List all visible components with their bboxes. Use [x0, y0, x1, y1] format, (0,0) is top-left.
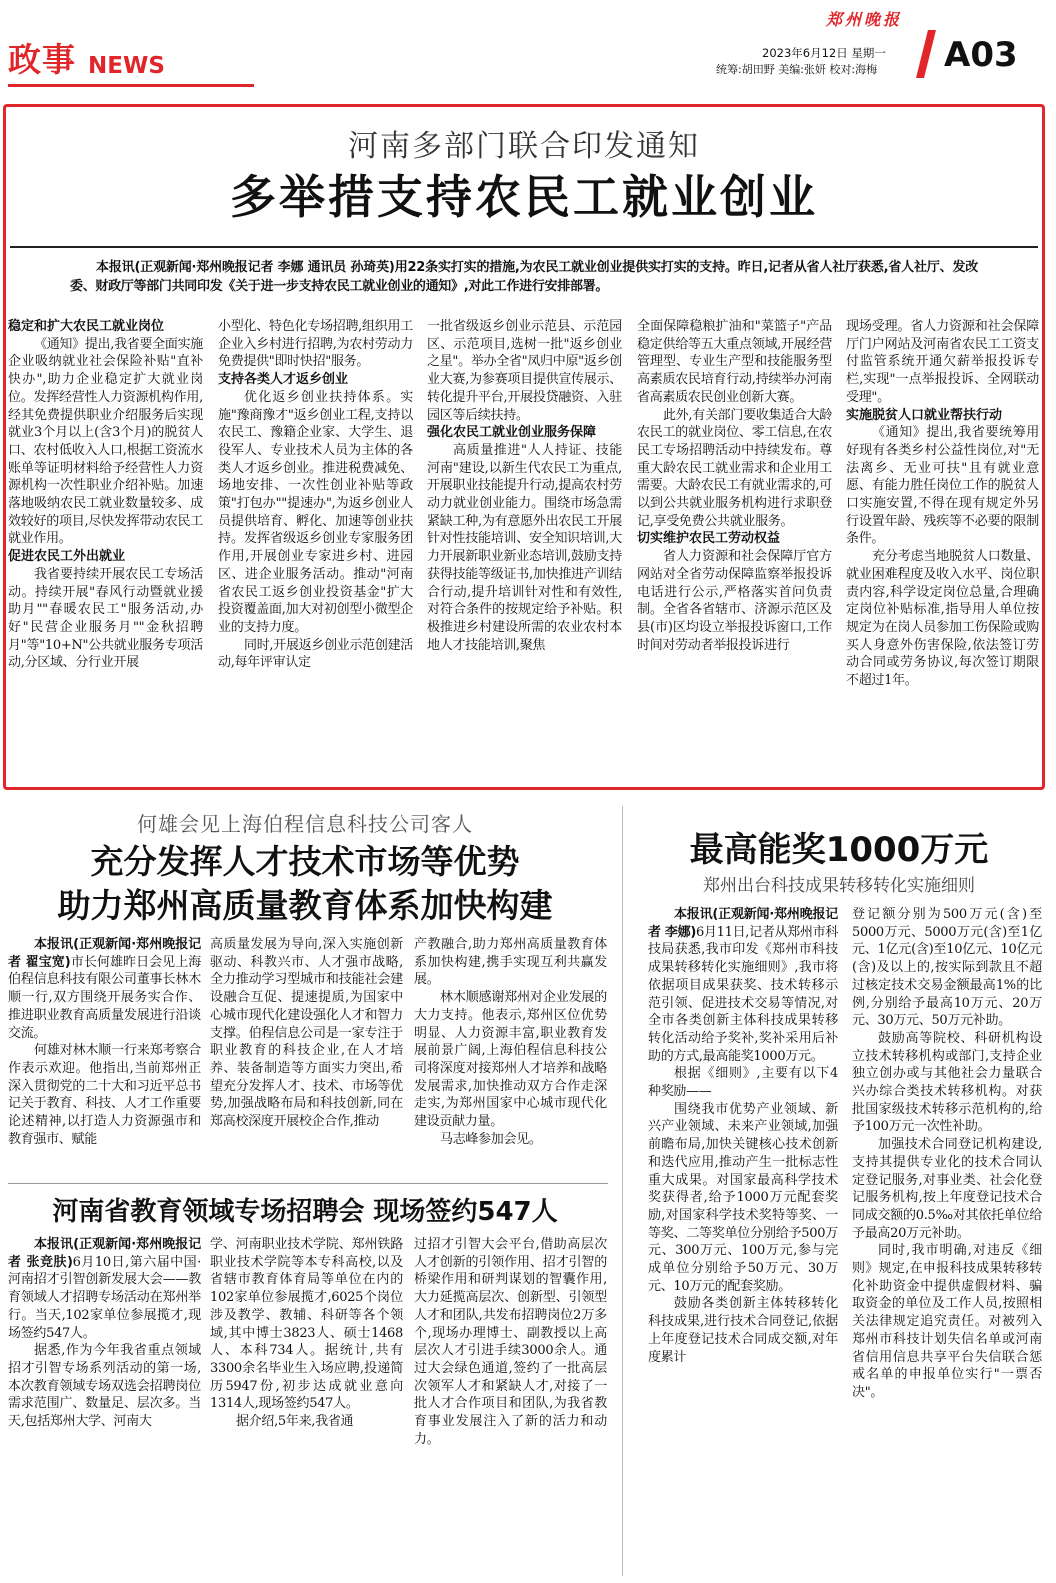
paragraph: 小型化、特色化专场招聘,组织用工企业入乡村进行招聘,为农村劳动力免费提供"即时快招"服务。	[218, 319, 413, 370]
article3-rule	[8, 1183, 608, 1184]
paragraph: 林木顺感谢郑州对企业发展的大力支持。他表示,郑州区位优势明显、人力资源丰富,职业教育发展前景广阔,上海伯程信息科技公司将深度对接郑州人才培养和战略发展需求,加快推动双方合作走深走实,为郑州国家中心城市现代化建设贡献力量。	[414, 990, 607, 1130]
paragraph: 登记额分别为500万元(含)至5000万元、5000万元(含)至1亿元、1亿元(含)至10亿元、10亿元(含)及以上的,按实际到款且不超过核定技术交易金额最高1%的比例,分别给予最高10万元、20万元、30万元、50万元补助。	[852, 907, 1042, 1029]
paragraph: 同时,开展返乡创业示范创建活动,每年评审认定	[218, 637, 413, 671]
byline: 本报讯(正观新闻·郑州晚报记者 翟宝宽)	[8, 937, 201, 970]
article2-headline-line1: 充分发挥人才技术市场等优势	[90, 842, 520, 881]
paragraph: 鼓励高等院校、科研机构设立技术转移机构或部门,支持企业独立创办或与其他社会力量联合兴办综合类技术转移机构。对获批国家级技术转移示范机构的,给予100万元一次性补助。	[852, 1030, 1042, 1135]
paragraph: 产教融合,助力郑州高质量教育体系加快构建,携手实现互利共赢发展。	[414, 937, 607, 988]
paragraph: 据悉,作为今年我省重点领域招才引智专场系列活动的第一场,本次教育领域专场双选会招聘岗位需求范围广、数量足、层次多。当天,包括郑州大学、河南大	[8, 1343, 201, 1430]
article1-col1	[8, 318, 203, 672]
article3-headline: 河南省教育领域专场招聘会 现场签约547人	[52, 1197, 558, 1227]
paragraph: 全面保障稳粮扩油和"菜篮子"产品稳定供给等五大重点领域,开展经营管理型、专业生产型和技能服务型高素质农民培育行动,持续举办河南省高素质农民创业创新大赛。	[637, 319, 832, 405]
article1-col3	[427, 318, 622, 654]
paragraph: 同时,我市明确,对违反《细则》规定,在申报科技成果转移转化补助资金中提供虚假材料、骗取资金的单位及工作人员,按照相关法律规定追究责任。对被列入郑州市科技计划失信名单或河南省信用信息共享平台失信联合惩戒名单的申报单位实行"一票否决"。	[852, 1243, 1042, 1400]
paragraph: 本报讯(正观新闻·郑州晚报记者 翟宝宽)市长何雄昨日会见上海伯程信息科技有限公司董事长林木顺一行,双方围绕开展务实合作、推进职业教育高质量发展进行沿谈交流。	[8, 937, 201, 1041]
paragraph: 本报讯(正观新闻·郑州晚报记者 张竞肤)6月10日,第六届中国·河南招才引智创新发展大会——教育领域人才招聘专场活动在郑州举行。当天,102家单位参展揽才,现场签约547人。	[8, 1237, 201, 1341]
article1-rule	[10, 246, 1038, 248]
article1-kicker: 河南多部门联合印发通知	[348, 129, 700, 164]
paragraph: 高质量发展为导向,深入实施创新驱动、科教兴市、人才强市战略,全力推动学习型城市和技能社会建设融合互促、提速提质,为国家中心城市现代化建设强化人才和智力支撑。伯程信息公司是一家专注于职业教育的科技企业,在人才培养、装备制造等方面实力突出,希望充分发挥人才、技术、市场等优势,加强战略布局和科技创新,同在郑高校深度开展校企合作,推动	[210, 937, 403, 1130]
article2-col2	[210, 936, 403, 1131]
article1-headline: 多举措支持农民工就业创业	[230, 170, 818, 224]
section-title-en: NEWS	[88, 53, 165, 79]
article1-col2	[218, 318, 413, 672]
paragraph: 加强技术合同登记机构建设,支持其提供专业化的技术合同认定登记服务,对事业类、社会化登记服务机构,按上年度登记技术合同成交额的0.5‰对其依托单位给予最高20万元补助。	[852, 1137, 1042, 1241]
staff-credits: 统筹:胡田野 美编:张妍 校对:海梅	[716, 63, 878, 76]
subheading: 促进农民工外出就业	[8, 549, 126, 565]
paragraph: 何雄对林木顺一行来郑考察合作表示欢迎。他指出,当前郑州正深入贯彻党的二十大和习近平总书记关于教育、科技、人才工作重要论述精神,以打造人力资源强市和教育强市、赋能	[8, 1043, 201, 1147]
article4-subhead: 郑州出台科技成果转移转化实施细则	[703, 876, 975, 896]
article2-kicker: 何雄会见上海伯程信息科技公司客人	[137, 812, 473, 836]
article1-col4	[637, 318, 832, 654]
newspaper-logo: 郑州晚报	[826, 10, 903, 29]
paragraph: 我省要持续开展农民工专场活动。持续开展"春风行动暨就业援助月""春暖农民工"服务活动,办好"民营企业服务月""金秋招聘月"等"10+N"公共就业服务专项活动,分区域、分行业开展	[8, 566, 203, 671]
paragraph: 据介绍,5年来,我省通	[236, 1414, 354, 1430]
paragraph: 围绕我市优势产业领域、新兴产业领域、未来产业领域,加强前瞻布局,加快关键核心技术创新和迭代应用,推动产生一批标志性重大成果。对国家最高科学技术奖获得者,给予1000万元配套奖励,对国家科学技术奖特等奖、一等奖、二等奖单位分别给予500万元、300万元、100万元,参与完成单位分别给予50万元、30万元、10万元的配套奖励。	[648, 1101, 838, 1294]
paragraph: 根据《细则》,主要有以下4种奖励——	[648, 1066, 838, 1100]
subheading: 实施脱贫人口就业帮扶行动	[846, 407, 1003, 423]
article4-headline: 最高能奖1000万元	[689, 830, 989, 870]
column-divider	[622, 806, 623, 1576]
article2-col1	[8, 936, 201, 1148]
paragraph: 优化返乡创业扶持体系。实施"豫商豫才"返乡创业工程,支持以农民工、豫籍企业家、大学生、退役军人、专业技术人员为主体的各类人才返乡创业。推进税费减免、场地安排、一次性创业补贴等政策"打包办""提速办",为返乡创业人员提供培育、孵化、加速等创业扶持。发挥省级返乡创业专家服务团作用,开展创业专家进乡村、进园区、进企业服务活动。推动"河南省农民工返乡创业投资基金"扩大投资覆盖面,加大对初创型小微型企业的支持力度。	[218, 389, 413, 635]
issue-date: 2023年6月12日 星期一	[762, 46, 886, 60]
paragraph: 学、河南职业技术学院、郑州铁路职业技术学院等本专科高校,以及省辖市教育体育局等单位在内的102家单位参展揽才,6025个岗位涉及教学、教辅、科研等各个领域,其中博士3823人、硕士1468人、本科734人。据统计,共有3300余名毕业生入场应聘,投递简历5947份,初步达成就业意向1314人,现场签约547人。	[210, 1237, 403, 1412]
article1-col5	[846, 318, 1039, 690]
article3-col1	[8, 1236, 201, 1431]
article4-col1	[648, 906, 838, 1366]
page-number: A03	[944, 35, 1018, 75]
paragraph: 过招才引智大会平台,借助高层次人才创新的引领作用、招才引智的桥梁作用和研判谋划的智囊作用,大力延揽高层次、创新型、引领型人才和团队,共发布招聘岗位2万多个,现场办理博士、副教授以上高层次人才引进手续3000余人。通过大会绿色通道,签约了一批高层次领军人才和紧缺人才,对接了一批人才合作项目和团队,为我省教育事业发展注入了新的活力和动力。	[414, 1237, 607, 1447]
article1-lede: 本报讯(正观新闻·郑州晚报记者 李娜 通讯员 孙琦英)用22条实打实的措施,为农民工就业创业提供实打实的支持。昨日,记者从省人社厅获悉,省人社厅、发改委、财政厅等部门共同印发《关于进一步支持农民工就业创业的通知》,对此工作进行安排部署。	[70, 260, 978, 294]
paragraph: 一批省级返乡创业示范县、示范园区、示范项目,选树一批"返乡创业之星"。举办全省"凤归中原"返乡创业大赛,为参赛项目提供宣传展示、转化提升平台,开展投贷融资、入驻园区等后续扶持。	[427, 319, 622, 423]
article3-col3	[414, 1236, 607, 1448]
byline: 本报讯(正观新闻·郑州晚报记者 张竞肤)	[8, 1237, 201, 1270]
subheading: 强化农民工就业创业服务保障	[427, 425, 597, 441]
page-slash	[916, 30, 936, 78]
article2-col3	[414, 936, 607, 1148]
article2-headline-line2: 助力郑州高质量教育体系加快构建	[57, 886, 553, 925]
article3-col2	[210, 1236, 403, 1431]
section-underline	[8, 84, 254, 87]
paragraph: 马志峰参加会见。	[440, 1131, 542, 1147]
article4-col2	[852, 906, 1042, 1402]
paragraph: 现场受理。省人力资源和社会保障厅门户网站及河南省农民工工资支付监管系统开通欠薪举报投诉专栏,实现"一点举报投诉、全网联动受理"。	[846, 319, 1039, 405]
paragraph: 充分考虑当地脱贫人口数量、就业困难程度及收入水平、岗位职责内容,科学设定岗位总量,合理确定岗位补贴标准,指导用人单位按规定为在岗人员参加工伤保险或购买人身意外伤害保险,依法签订劳动合同或劳务协议,每次签订期限不超过1年。	[846, 549, 1039, 689]
paragraph: 本报讯(正观新闻·郑州晚报记者 李娜)6月11日,记者从郑州市科技局获悉,我市印发《郑州市科技成果转移转化实施细则》,我市将依据项目成果获奖、技术转移示范引领、促进技术交易等情况,对全市各类创新主体科技成果转移转化活动给予奖补,奖补采用后补助的方式,最高能奖1000万元。	[648, 907, 839, 1064]
paragraph: 省人力资源和社会保障厅官方网站对全省劳动保障监察举报投诉电话进行公示,严格落实首问负责制。全省各省辖市、济源示范区及县(市)区均设立举报投诉窗口,工作时间对劳动者举报投诉进行	[637, 549, 832, 653]
paragraph: 《通知》提出,我省要统筹用好现有各类乡村公益性岗位,对"无法离乡、无业可扶"且有就业意愿、有能力胜任岗位工作的脱贫人口实施安置,不得在现有规定外另行设置年龄、残疾等不必要的限制条件。	[846, 425, 1039, 547]
paragraph: 鼓励各类创新主体转移转化科技成果,进行技术合同登记,依据上年度登记技术合同成交额,对年度累计	[648, 1296, 838, 1365]
section-title: 政事	[8, 40, 76, 79]
subheading: 支持各类人才返乡创业	[218, 372, 349, 388]
paragraph: 高质量推进"人人持证、技能河南"建设,以新生代农民工为重点,开展职业技能提升行动,提高农村劳动力就业创业能力。围绕市场急需紧缺工种,为有意愿外出农民工开展针对性技能培训、安全知识培训,大力开展新职业新业态培训,鼓励支持获得技能等级证书,加快推进产训结合行动,提升培训针对性和有效性,对符合条件的按规定给予补贴。积极推进乡村建设所需的农业农村本地人才技能培训,聚焦	[427, 442, 622, 653]
paragraph: 《通知》提出,我省要全面实施企业吸纳就业社会保险补贴"直补快办",助力企业稳定扩大就业岗位。发挥经营性人力资源机构作用,经其免费提供职业介绍服务后实现就业3个月以上(含3个月)的脱贫人口、农村低收入人口,根据工资流水账单等证明材料给予经营性人力资源机构一次性职业介绍补贴。加速落地吸纳农民工就业数量较多、成效较好的项目,尽快发挥带动农民工就业作用。	[8, 336, 203, 547]
subheading: 稳定和扩大农民工就业岗位	[8, 319, 165, 334]
paragraph: 此外,有关部门要收集适合大龄农民工的就业岗位、零工信息,在农民工专场招聘活动中持续发布。尊重大龄农民工就业需求和企业用工需要。大龄农民工有就业需求的,可以到公共就业服务机构进行求职登记,享受免费公共就业服务。	[637, 407, 832, 529]
byline: 本报讯(正观新闻·郑州晚报记者 李娜)	[648, 907, 838, 940]
subheading: 切实维护农民工劳动权益	[637, 531, 781, 547]
